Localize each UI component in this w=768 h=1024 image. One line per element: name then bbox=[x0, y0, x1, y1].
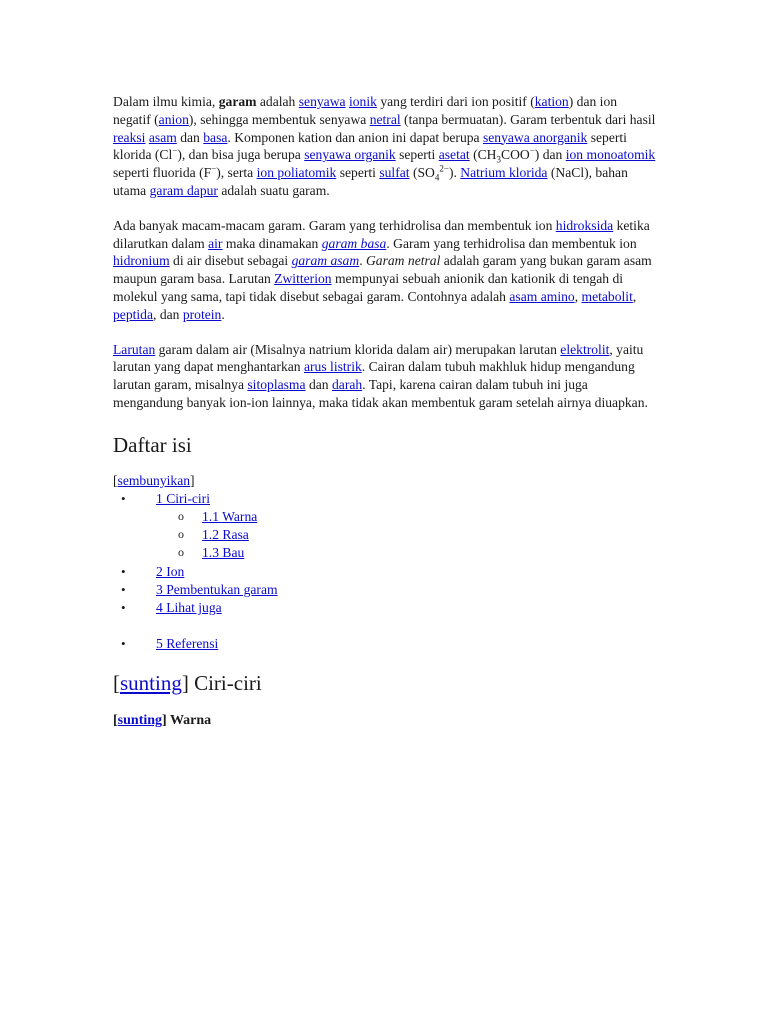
link-senyawa[interactable]: senyawa bbox=[298, 94, 346, 109]
toc-link-referensi[interactable]: 5 Referensi bbox=[156, 636, 219, 652]
toc-link-bau[interactable]: 1.3 Bau bbox=[202, 545, 245, 561]
link-senyawa-anorganik[interactable]: senyawa anorganik bbox=[482, 129, 588, 145]
toc-link-pembentukan-garam[interactable]: 3 Pembentukan garam bbox=[156, 581, 278, 597]
toc-item bbox=[113, 563, 658, 581]
toc-item bbox=[113, 581, 658, 599]
link-ion-monoatomik[interactable]: ion monoatomik bbox=[565, 147, 656, 163]
link-natrium-klorida[interactable]: Natrium klorida bbox=[460, 165, 548, 181]
term-garam: garam bbox=[218, 94, 257, 109]
link-arus-listrik[interactable]: arus listrik bbox=[304, 359, 362, 375]
section-heading-ciri-ciri: [sunting] Ciri-ciri bbox=[113, 671, 262, 696]
link-sitoplasma[interactable]: sitoplasma bbox=[247, 377, 306, 393]
link-asam-amino[interactable]: asam amino bbox=[509, 288, 575, 304]
link-elektrolit[interactable]: elektrolit bbox=[560, 341, 610, 357]
article-body bbox=[113, 93, 658, 731]
link-asetat[interactable]: asetat bbox=[438, 147, 470, 163]
toc-list-2 bbox=[113, 635, 658, 653]
toc-toggle: [sembunyikan] bbox=[113, 472, 195, 488]
subsection-edit-link[interactable]: sunting bbox=[117, 713, 163, 729]
link-netral[interactable]: netral bbox=[369, 111, 401, 127]
link-larutan[interactable]: Larutan bbox=[113, 341, 156, 357]
link-asam[interactable]: asam bbox=[148, 129, 177, 145]
term-garam-netral: Garam netral bbox=[365, 253, 441, 269]
link-garam-asam[interactable]: garam asam bbox=[291, 253, 360, 269]
link-hidronium[interactable]: hidronium bbox=[113, 253, 170, 269]
link-garam-dapur[interactable]: garam dapur bbox=[149, 182, 218, 198]
toc-link-warna[interactable]: 1.1 Warna bbox=[202, 508, 258, 524]
link-air[interactable]: air bbox=[208, 235, 223, 251]
link-anion[interactable]: anion bbox=[158, 111, 189, 127]
link-garam-basa[interactable]: garam basa bbox=[321, 235, 387, 251]
link-hidroksida[interactable]: hidroksida bbox=[555, 217, 614, 233]
link-kation[interactable]: kation bbox=[534, 94, 569, 109]
link-senyawa-organik[interactable]: senyawa organik bbox=[304, 147, 396, 163]
link-basa[interactable]: basa bbox=[203, 129, 228, 145]
toc-link-lihat-juga[interactable]: 4 Lihat juga bbox=[156, 599, 222, 615]
toc-item bbox=[113, 526, 658, 544]
toc-list bbox=[113, 490, 658, 617]
link-protein[interactable]: protein bbox=[182, 306, 222, 322]
toc-title: Daftar isi bbox=[113, 432, 192, 457]
link-ionik[interactable]: ionik bbox=[348, 94, 377, 109]
intro-paragraph-1: Dalam ilmu kimia, garam adalah senyawa ionik yang terdiri dari ion positif (kation) dan ion negatif (anion), sehingga membentuk senyawa netral (tanpa bermuatan). Garam terbentuk dari hasil reaksi asam dan basa. Komponen kation dan anion ini dapat berupa senyawa anorganik seperti klorida (Cl−), dan bisa juga berupa senyawa organik seperti asetat $(CH_3COO^-)$ dan ion monoatomik seperti fluorida (F−), serta ion poliatomik seperti sulfat $(SO_4^{2-})$. Natrium klorida (NaCl), bahan utama garam dapur adalah suatu garam. bbox=[113, 94, 656, 198]
toc-link-ion[interactable]: 2 Ion bbox=[156, 563, 185, 579]
link-metabolit[interactable]: metabolit bbox=[581, 288, 633, 304]
toc-item bbox=[113, 490, 658, 563]
toc-item bbox=[113, 635, 658, 653]
toc-hide-link[interactable]: sembunyikan bbox=[117, 472, 191, 488]
link-darah[interactable]: darah bbox=[331, 377, 363, 393]
link-sulfat[interactable]: sulfat bbox=[379, 165, 410, 181]
link-reaksi[interactable]: reaksi bbox=[113, 129, 146, 145]
intro-paragraph-2: Ada banyak macam-macam garam. Garam yang terhidrolisa dan membentuk ion hidroksida ketika dilarutkan dalam air maka dinamakan garam basa. Garam yang terhidrolisa dan membentuk ion hidronium di air disebut sebagai garam asam. Garam netral adalah garam yang bukan garam asam maupun garam basa. Larutan Zwitterion mempunyai sebuah anionik dan kationik di tengah di molekul yang sama, tapi tidak disebut sebagai garam. Contohnya adalah asam amino, metabolit, peptida, dan protein. bbox=[113, 217, 652, 322]
toc-item bbox=[113, 544, 658, 562]
toc-sublist bbox=[156, 508, 658, 563]
link-peptida[interactable]: peptida bbox=[113, 306, 154, 322]
link-zwitterion[interactable]: Zwitterion bbox=[274, 271, 332, 287]
toc-link-ciri-ciri[interactable]: 1 Ciri-ciri bbox=[156, 490, 210, 506]
link-ion-poliatomik[interactable]: ion poliatomik bbox=[256, 165, 337, 181]
toc-link-rasa[interactable]: 1.2 Rasa bbox=[202, 527, 249, 543]
intro-paragraph-3: Larutan garam dalam air (Misalnya natrium klorida dalam air) merupakan larutan elektrolit, yaitu larutan yang dapat menghantarkan arus listrik. Cairan dalam tubuh makhluk hidup mengandung larutan garam, misalnya sitoplasma dan darah. Tapi, karena cairan dalam tubuh ini juga mengandung banyak ion-ion lainnya, maka tidak akan membentuk garam setelah airnya diuapkan. bbox=[113, 341, 648, 410]
toc-item bbox=[113, 508, 658, 526]
toc-item bbox=[113, 599, 658, 617]
subsection-heading-warna: [sunting] Warna bbox=[113, 713, 212, 729]
section-edit-link[interactable]: sunting bbox=[120, 671, 182, 696]
